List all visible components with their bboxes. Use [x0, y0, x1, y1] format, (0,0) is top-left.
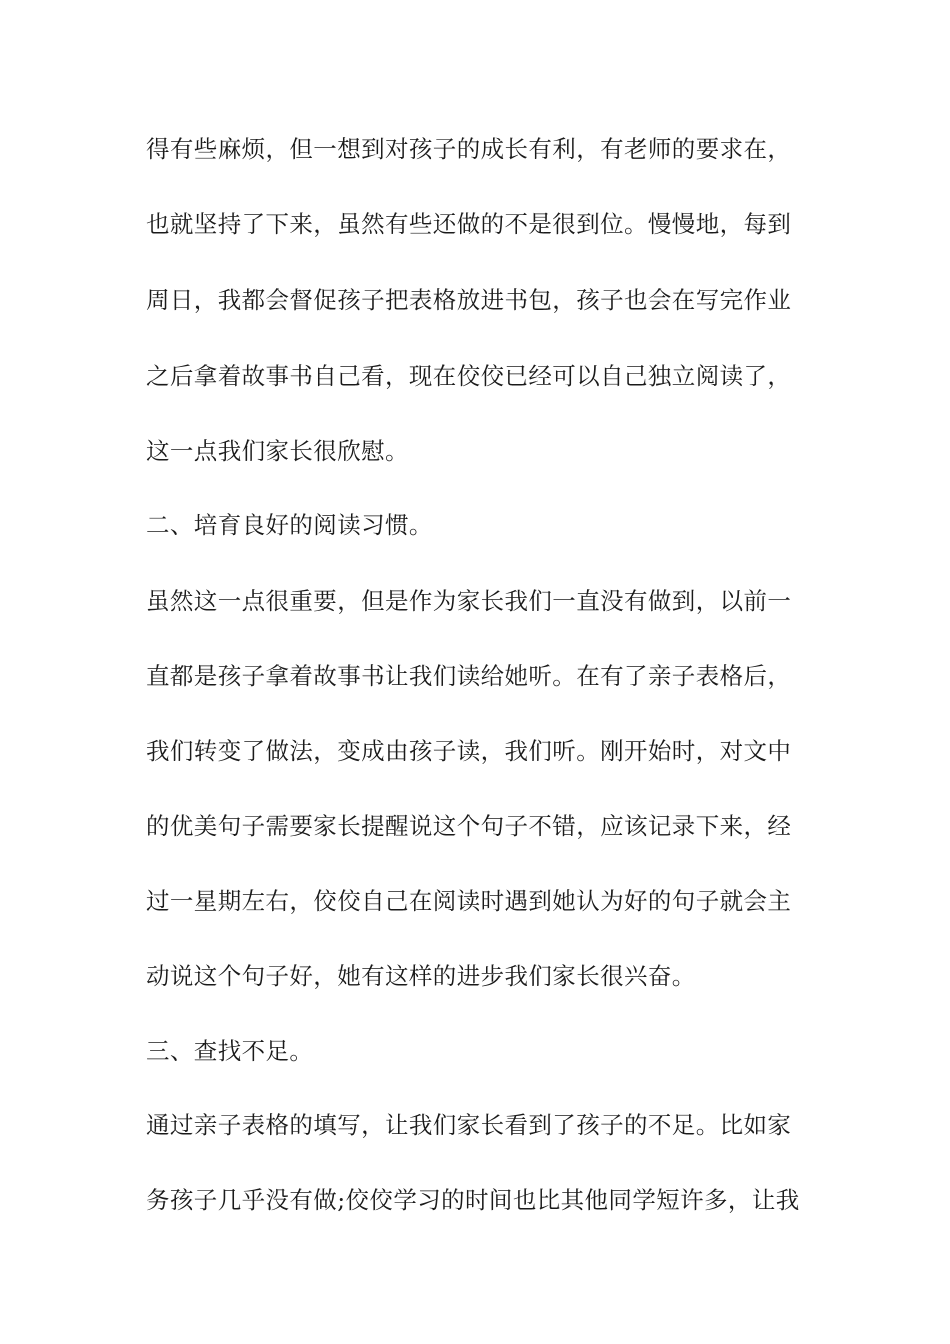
text-line: 这一点我们家长很欣慰。 — [146, 437, 409, 465]
text-line: 动说这个句子好，她有这样的进步我们家长很兴奋。 — [146, 962, 696, 990]
text-line: 务孩子几乎没有做;佼佼学习的时间也比其他同学短许多，让我 — [146, 1186, 800, 1214]
section-heading: 二、培育良好的阅读习惯。 — [146, 511, 433, 539]
text-line: 通过亲子表格的填写，让我们家长看到了孩子的不足。比如家 — [146, 1111, 792, 1139]
text-line: 过一星期左右，佼佼自己在阅读时遇到她认为好的句子就会主 — [146, 887, 792, 915]
text-line: 也就坚持了下来，虽然有些还做的不是很到位。慢慢地，每到 — [146, 210, 792, 238]
section-heading: 三、查找不足。 — [146, 1037, 314, 1065]
text-line: 之后拿着故事书自己看，现在佼佼已经可以自己独立阅读了， — [146, 362, 792, 390]
text-line: 周日，我都会督促孩子把表格放进书包，孩子也会在写完作业 — [146, 286, 792, 314]
text-line: 直都是孩子拿着故事书让我们读给她听。在有了亲子表格后， — [146, 662, 792, 690]
text-line: 的优美句子需要家长提醒说这个句子不错，应该记录下来，经 — [146, 812, 792, 840]
text-line: 我们转变了做法，变成由孩子读，我们听。刚开始时，对文中 — [146, 737, 792, 765]
text-line: 虽然这一点很重要，但是作为家长我们一直没有做到，以前一 — [146, 587, 792, 615]
text-line: 得有些麻烦，但一想到对孩子的成长有利，有老师的要求在， — [146, 135, 792, 163]
